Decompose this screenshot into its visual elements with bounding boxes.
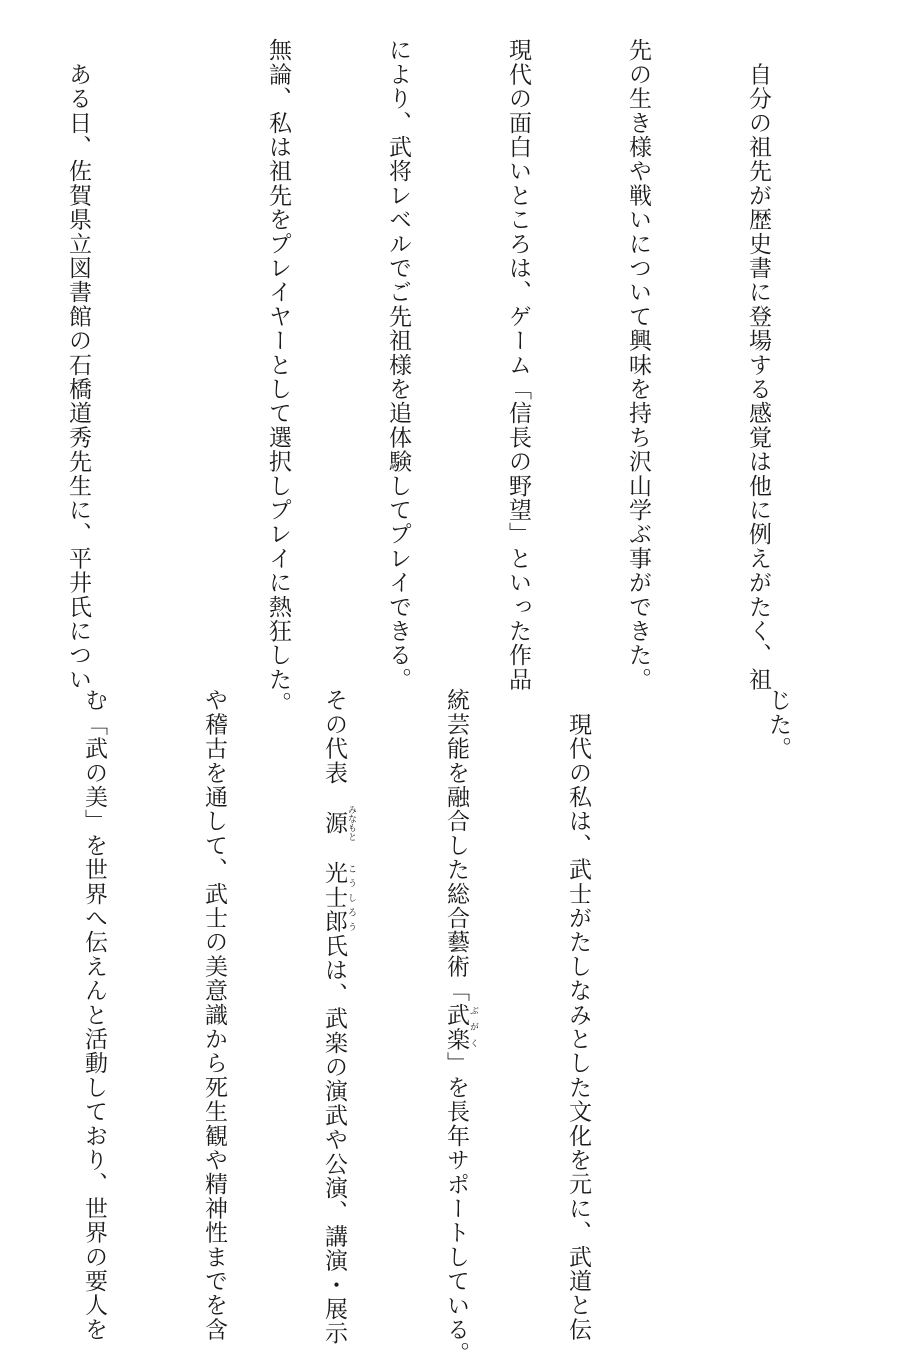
text-column: その代表 源 みなもと 光士郎 こうしろう氏は、武楽の演武や公演、講演・展示 bbox=[321, 688, 356, 1346]
text-column: により、武将レベルでご先祖様を追体験してプレイできる。 bbox=[385, 38, 411, 692]
text-column: じた。 bbox=[765, 688, 791, 761]
text-column: 先の生き様や戦いについて興味を持ち沢山学ぶ事ができた。 bbox=[625, 38, 651, 692]
ruby-annotation: 光士郎 こうしろう bbox=[321, 861, 356, 934]
text-column: 無論、私は祖先をプレイヤーとして選択しプレイに熱狂した。 bbox=[265, 38, 291, 716]
text-column: ある日、佐賀県立図書館の石橋道秀先生に、平井氏につい bbox=[65, 38, 91, 692]
ruby-annotation: 武楽 ぶがく bbox=[443, 1002, 478, 1052]
text-block-top bbox=[0, 38, 858, 716]
ruby-annotation: 源 みなもと bbox=[321, 805, 356, 841]
text-column: 自分の祖先が歴史書に登場する感覚は他に例えがたく、祖 bbox=[745, 38, 771, 692]
text-column: 統芸能を融合した総合藝術「武楽 ぶがく」を長年サポートしている。 bbox=[443, 688, 478, 1366]
text-column: む「武の美」を世界へ伝えんと活動しており、世界の要人を bbox=[81, 688, 107, 1342]
text-column: や稽古を通して、武士の美意識から死生観や精神性までを含 bbox=[201, 688, 227, 1342]
text-block-bottom bbox=[0, 688, 878, 1366]
text-column: 現代の面白いところは、ゲーム「信長の野望」といった作品 bbox=[505, 38, 531, 692]
text-column: 現代の私は、武士がたしなみとした文化を元に、武道と伝 bbox=[565, 688, 591, 1342]
